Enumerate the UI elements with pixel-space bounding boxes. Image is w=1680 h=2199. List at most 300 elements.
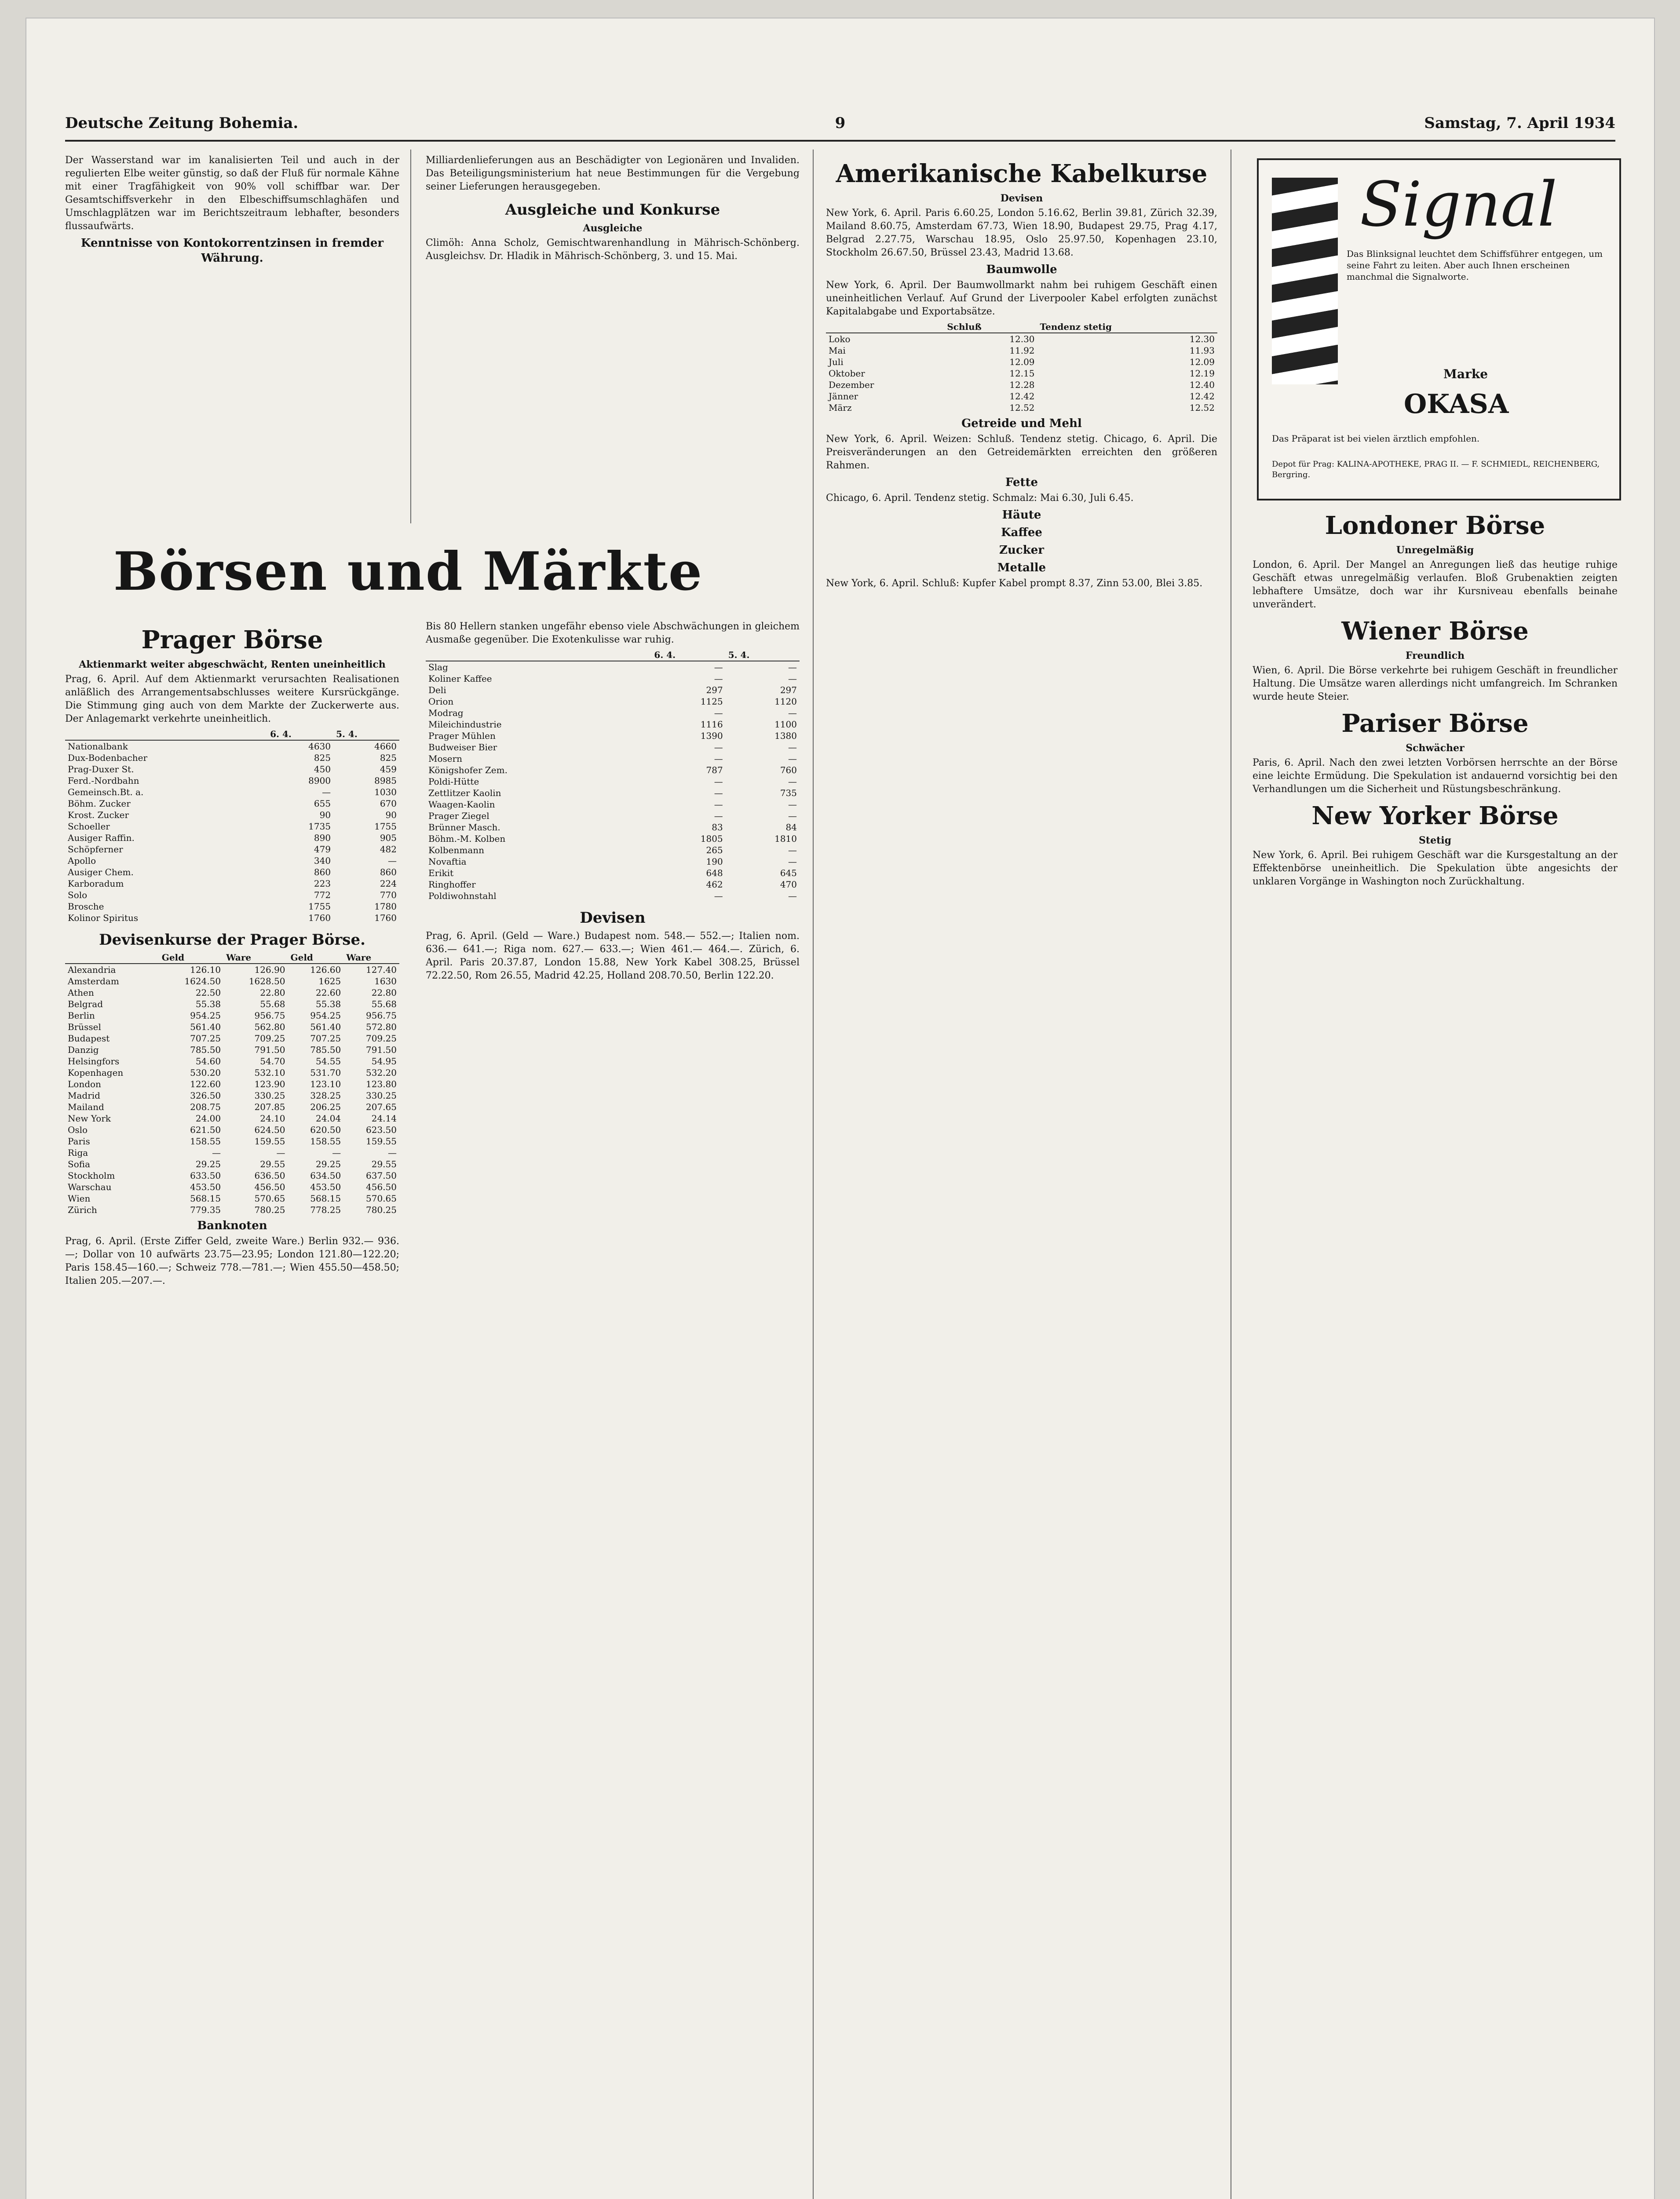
table-cell: Koliner Kaffee xyxy=(428,673,492,684)
table-cell: 954.25 xyxy=(190,1010,221,1021)
table-row xyxy=(826,333,1217,345)
table-cell: Belgrad xyxy=(68,999,103,1009)
table-row xyxy=(826,402,1217,413)
table-cell: 265 xyxy=(706,845,723,855)
table-cell: 860 xyxy=(380,867,397,877)
table-cell: 890 xyxy=(314,833,331,843)
table-cell: New York xyxy=(68,1113,111,1124)
table-cell: London xyxy=(68,1079,101,1089)
table-cell: — xyxy=(714,811,723,821)
table-cell: Sofia xyxy=(68,1159,91,1169)
table-row xyxy=(65,1158,399,1170)
table-cell: 1100 xyxy=(774,719,797,730)
table-cell: 126.90 xyxy=(254,964,285,975)
table-row xyxy=(65,1136,399,1147)
table-cell: 456.50 xyxy=(254,1182,285,1192)
column-header: Ware xyxy=(223,952,288,964)
table-row xyxy=(65,964,399,975)
table-row xyxy=(426,742,800,753)
table-cell: 709.25 xyxy=(254,1033,285,1044)
table-cell: Ringhoffer xyxy=(428,879,476,890)
table-cell: Karboradum xyxy=(68,878,124,889)
table-cell: 456.50 xyxy=(366,1182,397,1192)
column-header xyxy=(426,649,651,661)
table-row xyxy=(65,975,399,987)
table-cell: Budweiser Bier xyxy=(428,742,497,752)
devisen-text: New York, 6. April. Paris 6.60.25, London 5.16.62, Berlin 39.81, Zürich 32.39, Mailand 8.60.75, Amsterdam 67.73, Wien 18.90, Budapest 29.75, Prag 4.17, Belgrad 2.27.75, Warschau 18.95, Oslo 25.97.50, Kopenhagen 23.10, Stockholm 26.67.50, Brüssel 23.43, Madrid 13.68. xyxy=(826,208,1217,258)
table-row xyxy=(826,345,1217,356)
table-cell: Paris xyxy=(68,1136,90,1147)
table-cell: 956.75 xyxy=(366,1010,397,1021)
table-cell: 122.60 xyxy=(190,1079,221,1089)
table-row xyxy=(65,1010,399,1021)
table-cell: 159.55 xyxy=(254,1136,285,1147)
table-cell: 1624.50 xyxy=(184,976,221,986)
table-row xyxy=(426,673,800,684)
table-row xyxy=(65,1124,399,1136)
table-row xyxy=(65,786,399,798)
table-row xyxy=(65,987,399,998)
table-row xyxy=(426,719,800,730)
table-cell: 1805 xyxy=(700,833,723,844)
table-row xyxy=(426,661,800,673)
notice-title: Kenntnisse von Kontokorrentzinsen in fremder Währung. xyxy=(80,237,384,265)
column-2 xyxy=(426,620,800,985)
devisen-sub: Devisen xyxy=(1000,193,1043,204)
table-row xyxy=(65,752,399,763)
fette-title: Fette xyxy=(1005,476,1038,489)
table-cell: Stockholm xyxy=(68,1170,115,1181)
table-cell: 532.10 xyxy=(254,1067,285,1078)
table-cell: Kolbenmann xyxy=(428,845,485,855)
table-cell: Prag-Duxer St. xyxy=(68,764,134,774)
table-cell: 1780 xyxy=(374,901,397,912)
table-row xyxy=(65,1078,399,1090)
table-cell: — xyxy=(714,891,723,901)
table-cell: 785.50 xyxy=(310,1045,341,1055)
table-cell: Kopenhagen xyxy=(68,1067,124,1078)
table-row xyxy=(426,696,800,707)
table-row xyxy=(65,1113,399,1124)
table-row xyxy=(65,912,399,924)
table-row xyxy=(426,730,800,742)
london-text: London, 6. April. Der Mangel an Anregungen ließ das heutige ruhige Geschäft etwas unregelmäßig verlaufen. Bloß Grubenaktien zeigten lebhaftere Umsätze, doch war ihr Kursniveau ebenfalls beinahe unverändert. xyxy=(1253,559,1618,610)
table-cell: Deli xyxy=(428,685,446,695)
table-cell: 90 xyxy=(319,810,331,820)
table-cell: Budapest xyxy=(68,1033,110,1044)
column-header: Geld xyxy=(288,952,344,964)
table-cell: 11.92 xyxy=(1009,345,1035,356)
table-row xyxy=(65,1147,399,1158)
table-cell: 190 xyxy=(706,856,723,867)
table-cell: 54.95 xyxy=(371,1056,397,1067)
table-cell: 645 xyxy=(780,868,797,878)
table-cell: — xyxy=(714,673,723,684)
table-cell: 1735 xyxy=(308,821,331,832)
table-cell: 450 xyxy=(314,764,331,774)
table-cell: — xyxy=(276,1147,285,1158)
table-cell: 127.40 xyxy=(366,964,397,975)
table-row xyxy=(426,810,800,822)
table-cell: 55.38 xyxy=(195,999,221,1009)
article-text: Der Wasserstand war im kanalisierten Teil und auch in der regulierten Elbe weiter günstig, so daß der Fluß für normale Kähne mit einer Tragfähigkeit von 90% voll schiffbar war. Der Gesamtschiffsverkehr in den Elbeschiffsumschlaghäfen und Umschlagplätzen war im Berichtszeitraum lebhafter, besonders flussaufwärts. xyxy=(65,155,399,232)
table-cell: 83 xyxy=(712,822,723,833)
table-cell: 55.68 xyxy=(260,999,285,1009)
table-cell: 530.20 xyxy=(190,1067,221,1078)
banknoten-text: Prag, 6. April. (Erste Ziffer Geld, zweite Ware.) Berlin 932.— 936.—; Dollar von 10 aufwärts 23.75—23.95; London 121.80—122.20; Paris 158.45—160.—; Schweiz 778.—781.—; Wien 455.50—458.50; Italien 205.—207.—. xyxy=(65,1236,399,1286)
table-row xyxy=(426,787,800,799)
table-cell: 453.50 xyxy=(310,1182,341,1192)
table-cell: 561.40 xyxy=(190,1022,221,1032)
table-cell: 791.50 xyxy=(254,1045,285,1055)
table-cell: Alexandria xyxy=(68,964,116,975)
table-cell: 825 xyxy=(380,752,397,763)
table-cell: 123.10 xyxy=(310,1079,341,1089)
kaffee-title: Kaffee xyxy=(1001,526,1042,539)
table-header xyxy=(65,728,399,740)
table-cell: — xyxy=(788,799,797,810)
masthead-rule xyxy=(65,140,1615,142)
table-row xyxy=(65,866,399,878)
haeute-title: Häute xyxy=(1002,508,1041,522)
table-cell: Böhm. Zucker xyxy=(68,798,131,809)
ad-product-label: Marke xyxy=(1443,367,1488,381)
table-cell: Oktober xyxy=(829,368,865,379)
table-row xyxy=(65,1204,399,1216)
table-row xyxy=(65,901,399,912)
newspaper-page xyxy=(26,18,1655,2199)
baumwolle-text: New York, 6. April. Der Baumwollmarkt nahm bei ruhigem Geschäft einen uneinheitlichen Verlauf. Auf Grund der Liverpooler Kabel erfolgten zunächst Kapitalabgabe und Exportabsätze. xyxy=(826,280,1217,317)
london-sub: Unregelmäßig xyxy=(1396,544,1474,556)
ad-footer: Depot für Prag: KALINA-APOTHEKE, PRAG II. — F. SCHMIEDL, REICHENBERG, Bergring. xyxy=(1272,460,1600,479)
table-cell: Apollo xyxy=(68,855,96,866)
table-cell: — xyxy=(788,673,797,684)
metalle-title: Metalle xyxy=(997,561,1046,574)
table-row xyxy=(426,856,800,867)
column-divider xyxy=(410,150,411,523)
stocks-table xyxy=(65,728,399,924)
table-cell: — xyxy=(714,742,723,752)
table-cell: 126.60 xyxy=(310,964,341,975)
table-cell: 207.85 xyxy=(254,1102,285,1112)
table-row xyxy=(426,776,800,787)
table-cell: Zettlitzer Kaolin xyxy=(428,788,501,798)
table-cell: 570.65 xyxy=(254,1193,285,1204)
table-row xyxy=(426,753,800,764)
table-cell: Novaftia xyxy=(428,856,467,867)
column-header: Ware xyxy=(343,952,399,964)
table-row xyxy=(65,1033,399,1044)
column-header: Tendenz stetig xyxy=(1037,321,1217,333)
table-cell: 158.55 xyxy=(190,1136,221,1147)
wien-text: Wien, 6. April. Die Börse verkehrte bei ruhigem Geschäft in freundlicher Haltung. Die Umsätze waren allerdings nicht umfangreich. Im Schranken wurde heute Steier. xyxy=(1253,665,1618,702)
table-cell: 12.42 xyxy=(1009,391,1035,402)
table-cell: Berlin xyxy=(68,1010,95,1021)
table-cell: — xyxy=(714,788,723,798)
table-cell: 1116 xyxy=(700,719,723,730)
table-cell: — xyxy=(788,845,797,855)
cotton-table xyxy=(826,321,1217,413)
table-cell: 648 xyxy=(706,868,723,878)
ausgleiche-text: Climöh: Anna Scholz, Gemischtwarenhandlung in Mährisch-Schönberg. Ausgleichsv. Dr. Hladik in Mährisch-Schönberg, 3. und 15. Mai. xyxy=(426,237,800,262)
table-cell: 462 xyxy=(706,879,723,890)
table-cell: Amsterdam xyxy=(68,976,119,986)
table-cell: — xyxy=(714,753,723,764)
table-cell: 12.15 xyxy=(1009,368,1035,379)
table-cell: 779.35 xyxy=(190,1205,221,1215)
table-cell: Brüssel xyxy=(68,1022,101,1032)
table-cell: 780.25 xyxy=(254,1205,285,1215)
table-cell: 206.25 xyxy=(310,1102,341,1112)
table-cell: Wien xyxy=(68,1193,91,1204)
table-cell: — xyxy=(322,787,331,797)
column-2-top xyxy=(426,154,800,266)
table-cell: 778.25 xyxy=(310,1205,341,1215)
column-header: 6. 4. xyxy=(651,649,725,661)
prague-sub: Aktienmarkt weiter abgeschwächt, Renten uneinheitlich xyxy=(79,659,386,670)
table-cell: 568.15 xyxy=(190,1193,221,1204)
table-cell: 126.10 xyxy=(190,964,221,975)
table-cell: Dezember xyxy=(829,380,874,390)
table-row xyxy=(65,1021,399,1033)
table-cell: 224 xyxy=(380,878,397,889)
table-cell: Poldi-Hütte xyxy=(428,776,479,787)
ny-text: New York, 6. April. Bei ruhigem Geschäft war die Kursgestaltung an der Effektenbörse uneinheitlich. Die Spekulation übte angesichts der unklaren Vorgänge in Washington noch Zurückhaltung. xyxy=(1253,850,1618,887)
table-cell: 54.55 xyxy=(315,1056,341,1067)
ad-text: Das Blinksignal leuchtet dem Schiffsführer entgegen, um seine Fahrt zu leiten. Aber auch Ihnen erscheinen manchmal die Signalworte. xyxy=(1347,248,1603,282)
prague-title: Prager Börse xyxy=(141,625,323,654)
table-row xyxy=(65,878,399,889)
table-cell: 24.14 xyxy=(371,1113,397,1124)
table-cell: Waagen-Kaolin xyxy=(428,799,495,810)
table-row xyxy=(826,368,1217,379)
table-cell: 159.55 xyxy=(366,1136,397,1147)
table-row xyxy=(426,879,800,890)
table-cell: 123.90 xyxy=(254,1079,285,1089)
table-cell: Mailand xyxy=(68,1102,104,1112)
table-cell: 4660 xyxy=(374,741,397,752)
table-cell: 470 xyxy=(780,879,797,890)
table-cell: 1760 xyxy=(374,913,397,923)
table-row xyxy=(426,890,800,902)
table-cell: 1760 xyxy=(308,913,331,923)
table-cell: 207.65 xyxy=(366,1102,397,1112)
table-row xyxy=(65,1181,399,1193)
table-cell: 787 xyxy=(706,765,723,775)
column-1 xyxy=(65,620,399,1290)
table-row xyxy=(65,1090,399,1101)
table-cell: Zürich xyxy=(68,1205,97,1215)
table-row xyxy=(65,889,399,901)
table-cell: 785.50 xyxy=(190,1045,221,1055)
table-row xyxy=(826,356,1217,368)
table-row xyxy=(426,867,800,879)
devisen-title: Devisen xyxy=(580,909,646,927)
table-cell: 12.09 xyxy=(1189,357,1215,367)
table-cell: 22.60 xyxy=(315,987,341,998)
lighthouse-illustration xyxy=(1272,178,1338,384)
table-cell: 12.19 xyxy=(1189,368,1215,379)
london-title: Londoner Börse xyxy=(1325,511,1545,540)
zucker-title: Zucker xyxy=(999,544,1044,557)
table-cell: 22.80 xyxy=(371,987,397,998)
table-cell: 459 xyxy=(380,764,397,774)
table-cell: 8985 xyxy=(374,775,397,786)
table-cell: 634.50 xyxy=(310,1170,341,1181)
paris-text: Paris, 6. April. Nach den zwei letzten Vorbörsen herrschte an der Börse eine leichte Ermüdung. Die Spekulation ist andauernd vorsichtig bei den Verhandlungen um die Sicherheit und Rüstungsbeschränkung. xyxy=(1253,757,1618,795)
metalle-text: New York, 6. April. Schluß: Kupfer Kabel prompt 8.37, Zinn 53.00, Blei 3.85. xyxy=(826,578,1203,589)
table-row xyxy=(426,684,800,696)
table-cell: 670 xyxy=(380,798,397,809)
table-cell: 637.50 xyxy=(366,1170,397,1181)
table-cell: — xyxy=(714,708,723,718)
newspaper-name: Deutsche Zeitung Bohemia. xyxy=(65,114,299,132)
column-4 xyxy=(1253,506,1618,891)
table-cell: 956.75 xyxy=(254,1010,285,1021)
table-cell: 1120 xyxy=(774,696,797,707)
table-cell: 29.25 xyxy=(195,1159,221,1169)
table-cell: — xyxy=(388,855,397,866)
table-cell: 780.25 xyxy=(366,1205,397,1215)
table-cell: — xyxy=(714,799,723,810)
column-divider xyxy=(813,150,814,2199)
table-cell: 1625 xyxy=(318,976,341,986)
table-row xyxy=(426,707,800,719)
table-cell: — xyxy=(212,1147,221,1158)
table-cell: Danzig xyxy=(68,1045,99,1055)
table-cell: — xyxy=(788,811,797,821)
table-cell: Mosern xyxy=(428,753,463,764)
table-cell: — xyxy=(788,753,797,764)
issue-date: Samstag, 7. April 1934 xyxy=(1424,114,1615,132)
table-cell: Oslo xyxy=(68,1125,88,1135)
table-row xyxy=(826,379,1217,391)
ad-brand: Signal xyxy=(1360,169,1557,241)
table-cell: 479 xyxy=(314,844,331,855)
table-cell: Prager Ziegel xyxy=(428,811,489,821)
table-row xyxy=(65,855,399,866)
column-3 xyxy=(826,154,1217,593)
table-cell: 772 xyxy=(314,890,331,900)
table-cell: 1030 xyxy=(374,787,397,797)
table-cell: 328.25 xyxy=(310,1090,341,1101)
column-header: Geld xyxy=(159,952,223,964)
table-cell: Nationalbank xyxy=(68,741,128,752)
table-cell: 12.30 xyxy=(1189,334,1215,344)
table-row xyxy=(65,844,399,855)
column-1-top xyxy=(65,154,399,267)
table-cell: 707.25 xyxy=(310,1033,341,1044)
vorgefallene-table xyxy=(426,649,800,902)
table-cell: Orion xyxy=(428,696,454,707)
table-cell: 655 xyxy=(314,798,331,809)
fette-text: Chicago, 6. April. Tendenz stetig. Schmalz: Mai 6.30, Juli 6.45. xyxy=(826,493,1134,504)
table-cell: Kolinor Spiritus xyxy=(68,913,139,923)
table-row xyxy=(426,833,800,844)
wien-title: Wiener Börse xyxy=(1341,617,1529,646)
table-cell: — xyxy=(332,1147,341,1158)
table-cell: 562.80 xyxy=(254,1022,285,1032)
table-cell: 330.25 xyxy=(366,1090,397,1101)
table-cell: Mileichindustrie xyxy=(428,719,502,730)
table-cell: 1380 xyxy=(774,731,797,741)
table-cell: 633.50 xyxy=(190,1170,221,1181)
table-cell: Böhm.-M. Kolben xyxy=(428,833,506,844)
ausgleiche-sub: Ausgleiche xyxy=(583,223,643,234)
table-cell: 561.40 xyxy=(310,1022,341,1032)
column-header xyxy=(65,728,267,740)
table-cell: 791.50 xyxy=(366,1045,397,1055)
table-cell: Warschau xyxy=(68,1182,112,1192)
table-cell: 532.20 xyxy=(366,1067,397,1078)
article-text: Bis 80 Hellern stanken ungefähr ebenso viele Abschwächungen in gleichem Ausmaße gegenüber. Die Exotenkulisse war ruhig. xyxy=(426,621,800,645)
table-cell: Slag xyxy=(428,662,448,672)
table-cell: 208.75 xyxy=(190,1102,221,1112)
table-cell: Schoeller xyxy=(68,821,110,832)
table-cell: 905 xyxy=(380,833,397,843)
table-cell: Loko xyxy=(829,334,851,344)
table-cell: 340 xyxy=(314,855,331,866)
table-cell: Juli xyxy=(829,357,844,367)
table-row xyxy=(426,764,800,776)
table-row xyxy=(65,1067,399,1078)
table-cell: Solo xyxy=(68,890,88,900)
table-cell: 954.25 xyxy=(310,1010,341,1021)
table-cell: 1755 xyxy=(374,821,397,832)
table-cell: — xyxy=(714,776,723,787)
table-cell: 84 xyxy=(785,822,797,833)
amerik-title: Amerikanische Kabelkurse xyxy=(836,159,1208,188)
table-row xyxy=(65,798,399,809)
ausgleiche-title: Ausgleiche und Konkurse xyxy=(505,201,720,219)
getreide-title: Getreide und Mehl xyxy=(961,417,1082,430)
table-cell: 623.50 xyxy=(366,1125,397,1135)
wien-sub: Freundlich xyxy=(1405,650,1465,661)
table-cell: 24.04 xyxy=(315,1113,341,1124)
table-cell: Königshofer Zem. xyxy=(428,765,508,775)
table-cell: 24.10 xyxy=(260,1113,285,1124)
table-cell: — xyxy=(788,662,797,672)
table-cell: Ausiger Raffin. xyxy=(68,833,135,843)
devisen-table xyxy=(65,952,399,1216)
table-cell: Jänner xyxy=(829,391,858,402)
table-cell: 11.93 xyxy=(1189,345,1215,356)
table-row xyxy=(65,740,399,752)
table-cell: Madrid xyxy=(68,1090,100,1101)
table-cell: 620.50 xyxy=(310,1125,341,1135)
table-cell: 123.80 xyxy=(366,1079,397,1089)
ad-product: OKASA xyxy=(1404,389,1509,420)
table-cell: 709.25 xyxy=(366,1033,397,1044)
table-cell: 1628.50 xyxy=(248,976,285,986)
table-cell: Schöpferner xyxy=(68,844,123,855)
table-cell: 453.50 xyxy=(190,1182,221,1192)
devisen-title: Devisenkurse der Prager Börse. xyxy=(99,931,365,949)
table-cell: Erikit xyxy=(428,868,454,878)
table-cell: — xyxy=(788,891,797,901)
table-cell: 1755 xyxy=(308,901,331,912)
table-row xyxy=(65,1044,399,1056)
table-cell: 572.80 xyxy=(366,1022,397,1032)
table-cell: — xyxy=(788,742,797,752)
table-row xyxy=(426,799,800,810)
table-cell: 1390 xyxy=(700,731,723,741)
getreide-text: New York, 6. April. Weizen: Schluß. Tendenz stetig. Chicago, 6. April. Die Preisveränderungen an den Getreidemärkten erreichten den größeren Rahmen. xyxy=(826,434,1217,471)
table-cell: — xyxy=(788,776,797,787)
table-cell: 223 xyxy=(314,878,331,889)
table-row xyxy=(65,1170,399,1181)
ny-sub: Stetig xyxy=(1419,835,1451,846)
